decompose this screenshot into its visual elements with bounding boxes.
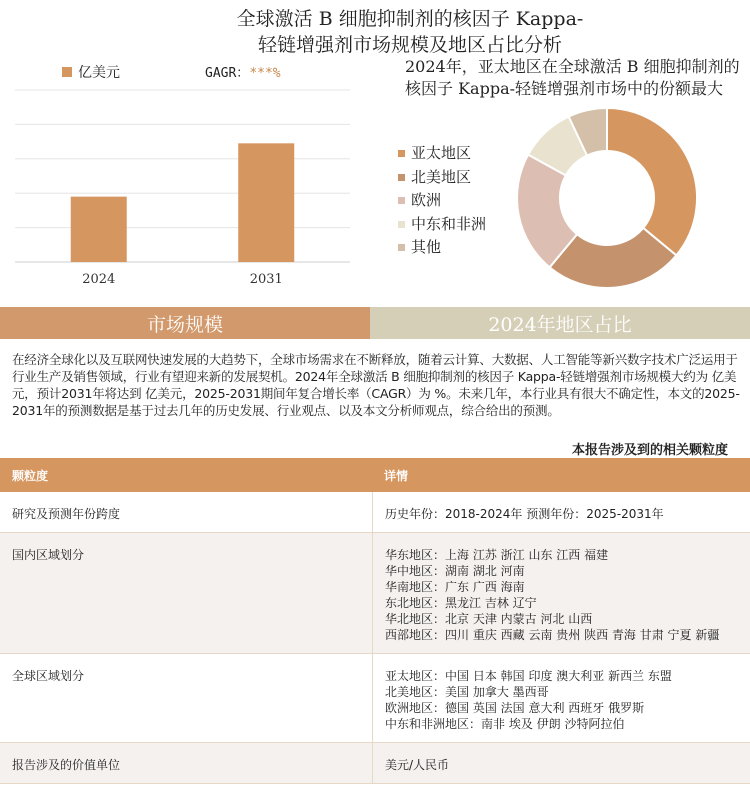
- cagr-value: ***%: [249, 66, 281, 81]
- pie-legend-item: [398, 189, 486, 213]
- detail-line: 华东地区：上海 江苏 浙江 山东 江西 福建: [385, 548, 609, 562]
- x-tick-label: 2031: [249, 272, 283, 287]
- pie-legend-swatch: [398, 221, 405, 228]
- table-row: [0, 533, 750, 654]
- bar-2031: [238, 143, 294, 262]
- pie-title: 2024年，亚太地区在全球激活 B 细胞抑制剂的核因子 Kappa-轻链增强剂市场中的份额最大: [405, 57, 740, 98]
- row-details: [372, 492, 750, 532]
- bar-legend-swatch: [62, 67, 72, 77]
- page-title: [200, 6, 620, 58]
- pie-legend-item: [398, 166, 486, 190]
- pie-legend-label: 其他: [411, 238, 442, 256]
- pie-legend-swatch: [398, 174, 405, 181]
- slice-0: [607, 108, 697, 255]
- detail-line: 亚太地区：中国 日本 韩国 印度 澳大利亚 新西兰 东盟: [385, 669, 672, 683]
- intro-paragraph: 在经济全球化以及互联网快速发展的大趋势下，全球市场需求在不断释放，随着云计算、大数据、人工智能等新兴数字技术广泛运用于行业生产及销售领域，行业有望迎来新的发展契机。2024年全球激活 B 细胞抑制剂的核因子 Kappa-轻链增强剂市场规模大约为 亿美元，预计2031年将达到 亿美元，2025-2031期间年复合增长率（CAGR）为 %。未来几年，本行业具有很大不确定性，本文的2025-2031年的预测数据是基于过去几年的历史发展、行业观点、以及本文分析师观点，综合给出的预测。: [12, 352, 740, 418]
- market-size-bar-chart: [0, 80, 370, 300]
- pie-legend-label: 欧洲: [411, 191, 442, 209]
- row-label: 报告涉及的价值单位: [12, 758, 121, 772]
- title-line-1: 全球激活 B 细胞抑制剂的核因子 Kappa-: [236, 8, 584, 30]
- bar-2024: [71, 197, 127, 262]
- detail-line: 华北地区：北京 天津 内蒙古 河北 山西: [385, 612, 593, 626]
- detail-line: 北美地区：美国 加拿大 墨西哥: [385, 685, 549, 699]
- table-row: [0, 492, 750, 533]
- detail-line: 华中地区：湖南 湖北 河南: [385, 564, 525, 578]
- row-label: 研究及预测年份跨度: [12, 507, 121, 521]
- detail-line: 东北地区：黑龙江 吉林 辽宁: [385, 596, 537, 610]
- pie-legend-item: [398, 236, 486, 260]
- cagr-text: GAGR：: [205, 66, 250, 81]
- row-details: [372, 743, 750, 783]
- pie-legend-swatch: [398, 150, 405, 157]
- detail-line: 华南地区：广东 广西 海南: [385, 580, 525, 594]
- row-details: [372, 654, 750, 742]
- header-granularity: 颗粒度: [12, 468, 49, 483]
- region-share-donut-chart: [512, 103, 702, 293]
- title-line-2: 轻链增强剂市场规模及地区占比分析: [257, 34, 562, 56]
- pie-legend-swatch: [398, 197, 405, 204]
- table-header: [0, 458, 750, 492]
- market-size-band: 市场规模: [0, 307, 370, 339]
- pie-legend-label: 中东和非洲: [411, 214, 487, 233]
- table-body: [0, 492, 750, 784]
- detail-line: 美元/人民币: [385, 758, 450, 772]
- pie-legend: [398, 142, 486, 260]
- header-details: 详情: [384, 468, 409, 483]
- cagr-label: [205, 62, 281, 81]
- detail-line: 欧洲地区：德国 英国 法国 意大利 西班牙 俄罗斯: [385, 701, 645, 715]
- row-details: [372, 533, 750, 653]
- detail-line: 历史年份：2018-2024年 预测年份：2025-2031年: [385, 507, 664, 521]
- row-label: 全球区域划分: [12, 669, 85, 683]
- table-row: [0, 654, 750, 743]
- pie-legend-swatch: [398, 244, 405, 251]
- bar-legend-label: 亿美元: [78, 65, 120, 81]
- detail-line: 西部地区：四川 重庆 西藏 云南 贵州 陕西 青海 甘肃 宁夏 新疆: [385, 628, 720, 642]
- granularity-title: 本报告涉及到的相关颗粒度: [571, 443, 728, 458]
- table-row: [0, 743, 750, 784]
- pie-legend-item: [398, 213, 486, 237]
- pie-legend-item: [398, 142, 486, 166]
- granularity-table: [0, 458, 750, 784]
- pie-legend-label: 亚太地区: [411, 144, 472, 162]
- region-share-band: 2024年地区占比: [370, 307, 750, 339]
- x-tick-label: 2024: [82, 272, 116, 287]
- row-label: 国内区域划分: [12, 548, 85, 562]
- pie-legend-label: 北美地区: [411, 167, 472, 186]
- bar-legend: [62, 62, 120, 82]
- detail-line: 中东和非洲地区：南非 埃及 伊朗 沙特阿拉伯: [385, 717, 625, 731]
